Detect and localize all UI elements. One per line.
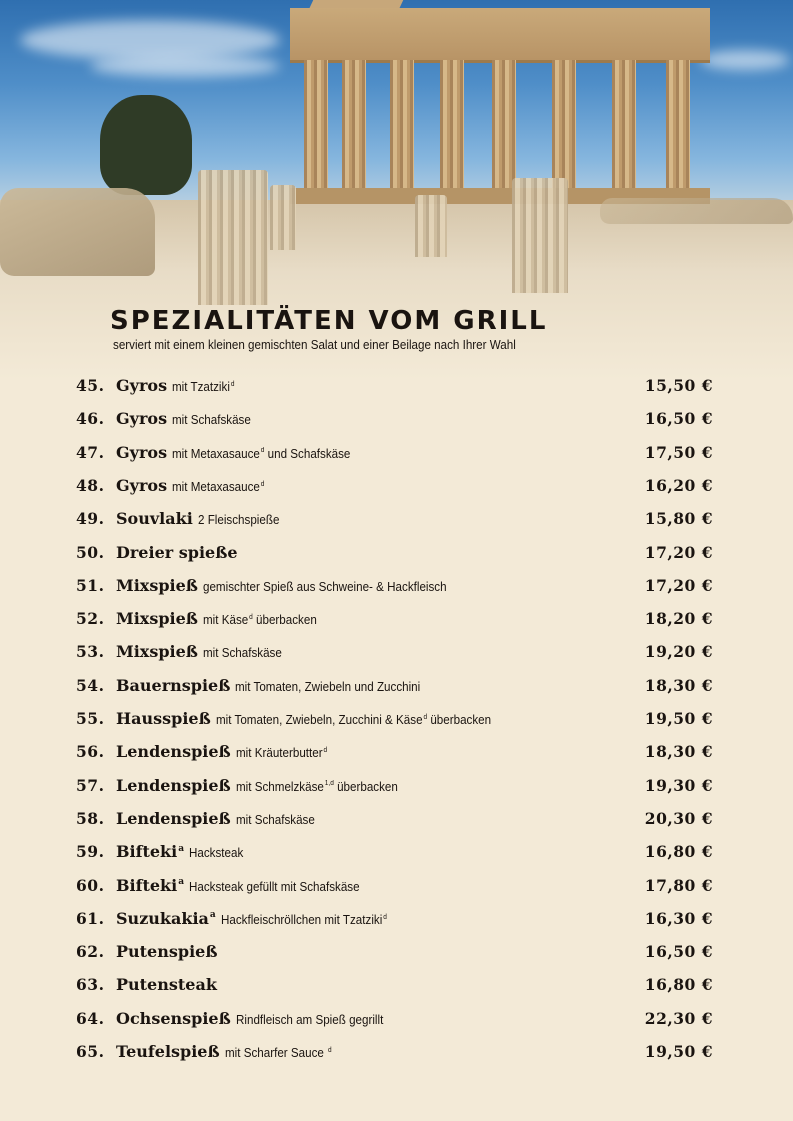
temple-column [342, 60, 366, 190]
item-name-line [116, 609, 325, 628]
item-desc-text: mit Schafskäse [202, 646, 282, 661]
menu-item [0, 938, 793, 968]
item-number: 52. [76, 609, 105, 629]
item-number: 59. [76, 842, 105, 862]
temple-entablature [290, 8, 710, 63]
menu-item [0, 805, 793, 835]
item-desc-footnote: d [327, 1046, 332, 1054]
item-name-line [116, 1009, 394, 1028]
menu-item [0, 372, 793, 402]
item-price: 16,20 € [644, 475, 713, 495]
item-description [235, 680, 420, 694]
menu-item [0, 905, 793, 935]
item-name: Dreier spieße [116, 542, 238, 562]
item-desc-suffix: und Schafskäse [264, 446, 351, 461]
item-number: 63. [76, 975, 105, 995]
item-desc-text: mit Tomaten, Zwiebeln, Zucchini & Käse [215, 713, 423, 727]
menu-item [0, 638, 793, 668]
item-number: 64. [76, 1008, 105, 1028]
menu-item [0, 672, 793, 702]
menu-item [0, 971, 793, 1001]
item-description [236, 746, 327, 760]
item-price: 16,50 € [644, 409, 713, 429]
item-price: 18,30 € [644, 742, 713, 762]
item-price: 22,30 € [644, 1008, 713, 1028]
item-price: 19,30 € [644, 775, 713, 795]
menu-item [0, 1038, 793, 1068]
item-name-line [116, 376, 239, 395]
column-fragment [270, 185, 296, 250]
item-description [203, 646, 282, 660]
item-price: 17,80 € [644, 875, 713, 895]
item-desc-text: mit Schafskäse [172, 413, 251, 428]
item-number: 51. [76, 575, 105, 595]
item-desc-suffix: überbacken [333, 779, 398, 794]
menu-item [0, 505, 793, 535]
item-name-line [116, 676, 435, 695]
item-name: Gyros [116, 376, 168, 395]
item-price: 16,80 € [644, 842, 713, 862]
menu-item [0, 705, 793, 735]
menu-item [0, 738, 793, 768]
item-price: 19,50 € [644, 709, 713, 728]
item-desc-text: mit Schmelzkäse [235, 779, 324, 794]
item-desc-text: mit Metaxasauce [172, 446, 260, 461]
item-number: 49. [76, 509, 105, 529]
item-number: 62. [76, 942, 105, 962]
item-name-line [116, 543, 238, 562]
item-description [198, 513, 279, 527]
menu-item [0, 539, 793, 569]
column-fragment [198, 170, 268, 305]
item-name: Putenspieß [116, 942, 218, 962]
item-price: 20,30 € [644, 808, 713, 828]
item-desc-text: Hacksteak gefüllt mit Schafskäse [189, 879, 360, 894]
item-desc-footnote: d [260, 480, 265, 488]
temple-column [666, 60, 690, 190]
cloud [700, 50, 790, 70]
item-desc-footnote: d [382, 913, 387, 921]
item-name: Mixspieß [116, 575, 198, 595]
item-number: 45. [76, 376, 105, 395]
temple-column [492, 60, 516, 190]
item-desc-footnote: d [230, 380, 235, 388]
item-description [189, 880, 360, 894]
item-number: 48. [76, 475, 105, 495]
item-desc-text: mit Kräuterbutter [235, 746, 323, 761]
cypress-tree [100, 95, 192, 195]
item-desc-text: mit Scharfer Sauce [224, 1046, 327, 1060]
item-name: Lendenspieß [116, 775, 231, 795]
item-name: Teufelspieß [116, 1042, 220, 1061]
item-number: 53. [76, 642, 105, 662]
item-description [216, 713, 491, 727]
item-desc-text: mit Schafskäse [235, 812, 315, 827]
item-number: 57. [76, 775, 105, 795]
item-name-footnote: a [178, 877, 185, 888]
temple-column [612, 60, 636, 190]
item-price: 17,50 € [644, 442, 713, 462]
item-name-line [116, 1042, 339, 1061]
item-name: Bauernspieß [116, 675, 231, 695]
item-number: 47. [76, 442, 105, 462]
item-name: Hausspieß [116, 709, 211, 728]
item-name-line [116, 776, 410, 795]
item-price: 17,20 € [644, 542, 713, 562]
menu-item [0, 439, 793, 469]
item-desc-text: mit Metaxasauce [172, 479, 260, 494]
item-description [225, 1046, 332, 1060]
temple-column [552, 60, 576, 190]
item-name-line [116, 876, 372, 895]
item-name-line [116, 642, 288, 661]
item-name-line [116, 443, 364, 462]
item-name-line [116, 942, 217, 961]
item-name-line [116, 476, 271, 495]
cloud [90, 55, 280, 77]
section-title: SPEZIALITÄTEN VOM GRILL [110, 306, 548, 336]
menu-item [0, 605, 793, 635]
item-description [203, 613, 317, 627]
item-description [172, 380, 234, 394]
item-description [172, 413, 251, 427]
item-name-line [116, 509, 285, 528]
item-desc-text: mit Tzatziki [172, 380, 230, 394]
menu-item [0, 838, 793, 868]
item-desc-text: mit Tomaten, Zwiebeln und Zucchini [235, 679, 421, 694]
item-price: 16,50 € [644, 942, 713, 962]
item-name: Lendenspieß [116, 808, 231, 828]
item-description [172, 480, 264, 494]
item-name: Bifteki [116, 842, 178, 862]
column-fragment [512, 178, 568, 293]
item-number: 65. [76, 1042, 105, 1061]
item-name: Souvlaki [116, 509, 193, 529]
item-number: 55. [76, 709, 105, 728]
item-price: 18,20 € [644, 609, 713, 629]
item-desc-suffix: überbacken [426, 713, 491, 727]
item-desc-text: mit Käse [202, 613, 249, 628]
menu-item [0, 1005, 793, 1035]
menu-item [0, 872, 793, 902]
item-desc-suffix: überbacken [252, 613, 317, 628]
item-desc-text: Hackfleischröllchen mit Tzatziki [220, 912, 383, 927]
column-fragment [415, 195, 447, 257]
item-description [189, 846, 243, 860]
item-description [203, 580, 447, 594]
item-price: 15,50 € [644, 376, 713, 395]
menu-item [0, 472, 793, 502]
parthenon-temple [290, 0, 710, 205]
item-name: Mixspieß [116, 642, 198, 662]
item-number: 46. [76, 409, 105, 429]
item-desc-footnote: 1,d [324, 780, 334, 788]
menu-item [0, 405, 793, 435]
item-name-footnote: a [209, 910, 216, 921]
item-name-line [116, 709, 512, 728]
item-desc-text: gemischter Spieß aus Schweine- & Hackfleisch [202, 579, 447, 594]
item-name: Lendenspieß [116, 742, 231, 762]
item-name-line [116, 576, 465, 595]
item-price: 18,30 € [644, 675, 713, 695]
marble-block [0, 188, 155, 276]
item-name-line [116, 842, 247, 861]
item-desc-footnote: d [249, 613, 253, 621]
item-name-line [116, 409, 257, 428]
item-price: 19,50 € [644, 1042, 713, 1061]
item-description [236, 1013, 383, 1027]
item-price: 19,20 € [644, 642, 713, 662]
item-description [236, 780, 398, 794]
temple-column [440, 60, 464, 190]
item-price: 16,30 € [644, 908, 713, 928]
item-desc-text: Rindfleisch am Spieß gegrillt [235, 1012, 384, 1027]
item-name: Putensteak [116, 975, 217, 995]
item-desc-text: Hacksteak [189, 846, 244, 861]
item-desc-footnote: d [423, 713, 427, 721]
item-name-line [116, 809, 320, 828]
item-price: 15,80 € [644, 509, 713, 529]
item-number: 54. [76, 675, 105, 695]
item-number: 56. [76, 742, 105, 762]
item-name: Gyros [116, 475, 168, 495]
item-name: Bifteki [116, 875, 178, 895]
menu-item [0, 772, 793, 802]
item-number: 60. [76, 875, 105, 895]
item-name-line [116, 909, 399, 928]
ruin-stones [600, 198, 793, 224]
item-desc-text: 2 Fleischspieße [197, 513, 280, 528]
section-subtitle: serviert mit einem kleinen gemischten Salat und einer Beilage nach Ihrer Wahl [113, 338, 516, 352]
item-name-line [116, 975, 217, 994]
item-price: 16,80 € [644, 975, 713, 995]
item-number: 61. [76, 908, 105, 928]
item-name: Ochsenspieß [116, 1008, 231, 1028]
item-desc-footnote: d [260, 447, 265, 455]
item-name: Gyros [116, 409, 168, 429]
menu-item [0, 572, 793, 602]
item-number: 50. [76, 542, 105, 562]
item-name-footnote: a [178, 843, 185, 854]
item-name: Suzukakia [116, 908, 209, 928]
item-description [172, 447, 350, 461]
item-price: 17,20 € [644, 575, 713, 595]
item-description [236, 813, 315, 827]
temple-column [304, 60, 328, 190]
item-number: 58. [76, 808, 105, 828]
temple-column [390, 60, 414, 190]
item-desc-footnote: d [323, 747, 327, 755]
cloud [20, 20, 280, 60]
item-description [221, 913, 387, 927]
item-name-line [116, 742, 334, 761]
item-name: Gyros [116, 442, 168, 462]
item-name: Mixspieß [116, 609, 198, 629]
